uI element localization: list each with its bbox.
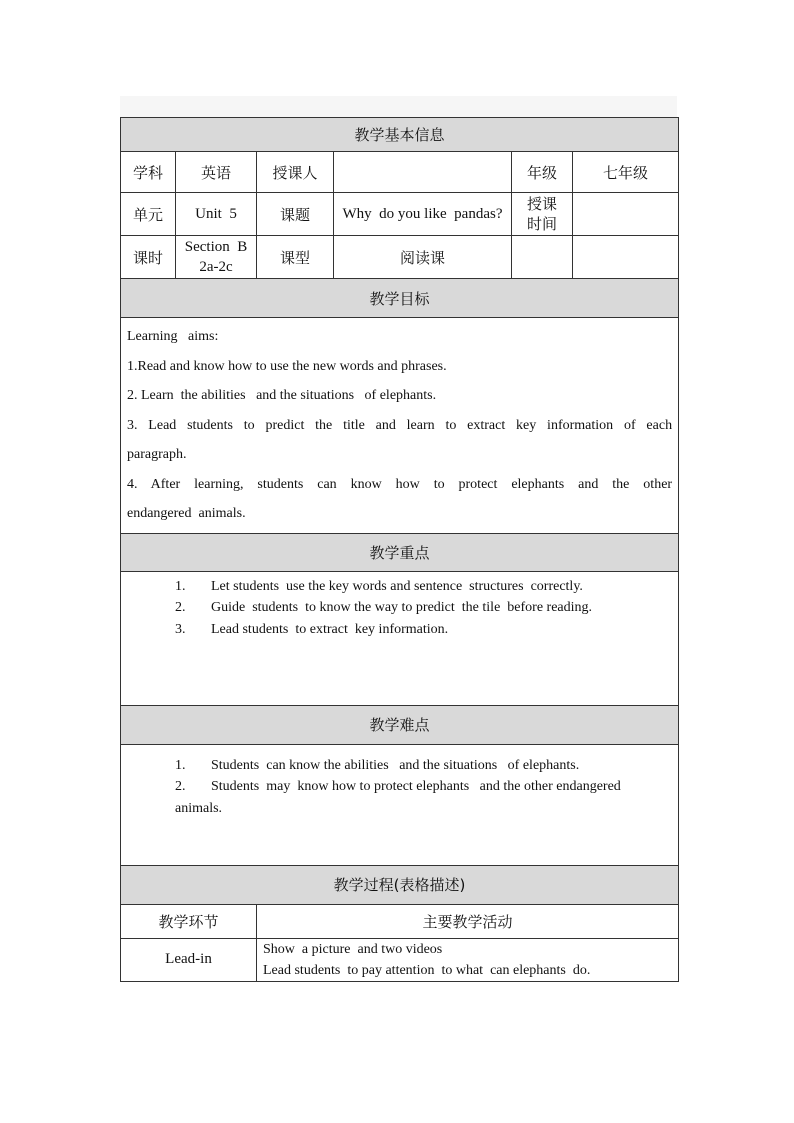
list-text: Students can know the abilities and the situations of elephants. — [211, 757, 580, 773]
objective-line-1: 1.Read and know how to use the new words and phrases. — [127, 358, 447, 374]
grade-label: 年级 — [512, 152, 573, 193]
topic-value: Why do you like pandas? — [334, 193, 512, 236]
difficulties-list — [121, 744, 679, 865]
list-text: Lead students to extract key information. — [211, 621, 449, 637]
difficulties-header-row — [121, 705, 679, 744]
type-label: 课型 — [257, 236, 334, 279]
process-title: 教学过程(表格描述) — [121, 865, 679, 904]
grade-value: 七年级 — [573, 152, 679, 193]
teacher-value — [334, 152, 512, 193]
stage-cell: Lead-in — [121, 938, 257, 981]
objective-line-2: 2. Learn the abilities and the situations of elephants. — [127, 388, 437, 403]
activity-cell — [257, 938, 679, 981]
time-label-line-1: 授课 — [526, 195, 557, 213]
period-value — [176, 236, 257, 279]
basic-info-title: 教学基本信息 — [121, 118, 679, 152]
key-points-row — [121, 571, 679, 705]
difficulties-row — [121, 744, 679, 865]
activity-line-1: Show a picture and two videos — [263, 941, 443, 957]
objectives-row — [121, 318, 679, 534]
objective-line-4: paragraph. — [127, 447, 187, 462]
period-row — [121, 236, 679, 279]
subject-label: 学科 — [121, 152, 176, 193]
objective-line-0: Learning aims: — [127, 329, 219, 344]
teacher-label: 授课人 — [257, 152, 334, 193]
time-value — [573, 193, 679, 236]
unit-row — [121, 193, 679, 236]
lesson-plan-table — [120, 117, 679, 982]
list-text: Let students use the key words and sentence structures correctly. — [211, 578, 583, 594]
list-number: 2. — [175, 779, 186, 794]
objective-line-5: 4. After learning, students can know how to protect elephants and the other — [127, 476, 673, 492]
process-header-row — [121, 865, 679, 904]
list-item — [175, 597, 668, 619]
unit-label: 单元 — [121, 193, 176, 236]
list-item — [175, 776, 668, 798]
list-item — [175, 619, 668, 641]
subject-row — [121, 152, 679, 193]
key-points-title: 教学重点 — [121, 533, 679, 571]
objective-line-6: endangered animals. — [127, 506, 246, 521]
objectives-header-row — [121, 279, 679, 318]
objectives-title: 教学目标 — [121, 279, 679, 318]
key-points-list — [121, 571, 679, 705]
time-label — [512, 193, 573, 236]
objectives-content — [121, 318, 679, 534]
type-value: 阅读课 — [334, 236, 512, 279]
stage-column-header: 教学环节 — [121, 904, 257, 938]
topic-label: 课题 — [257, 193, 334, 236]
key-points-header-row — [121, 533, 679, 571]
period-blank-2 — [573, 236, 679, 279]
header-band — [120, 96, 677, 118]
unit-value: Unit 5 — [176, 193, 257, 236]
list-number: 1. — [175, 578, 186, 594]
subject-value: 英语 — [176, 152, 257, 193]
activity-line-2: Lead students to pay attention to what can elephants do. — [263, 962, 591, 978]
time-label-line-2: 时间 — [526, 215, 557, 233]
list-number: 3. — [175, 621, 186, 637]
list-text: Guide students to know the way to predict the tile before reading. — [211, 600, 593, 615]
difficulties-title: 教学难点 — [121, 705, 679, 744]
list-text: Students may know how to protect elephants and the other endangered — [211, 779, 621, 794]
basic-info-header-row — [121, 118, 679, 152]
period-blank-1 — [512, 236, 573, 279]
list-text: animals. — [175, 800, 223, 816]
list-item-continuation — [175, 798, 668, 820]
period-value-line-1: Section B — [184, 239, 248, 255]
list-item — [175, 755, 668, 777]
list-item — [175, 576, 668, 598]
period-value-line-2: 2a-2c — [199, 259, 233, 275]
activity-column-header: 主要教学活动 — [257, 904, 679, 938]
period-label: 课时 — [121, 236, 176, 279]
process-columns-row — [121, 904, 679, 938]
table-row — [121, 938, 679, 981]
objective-line-3: 3. Lead students to predict the title and learn to extract key information of each — [127, 417, 673, 433]
list-number: 2. — [175, 600, 186, 615]
list-number: 1. — [175, 757, 186, 773]
